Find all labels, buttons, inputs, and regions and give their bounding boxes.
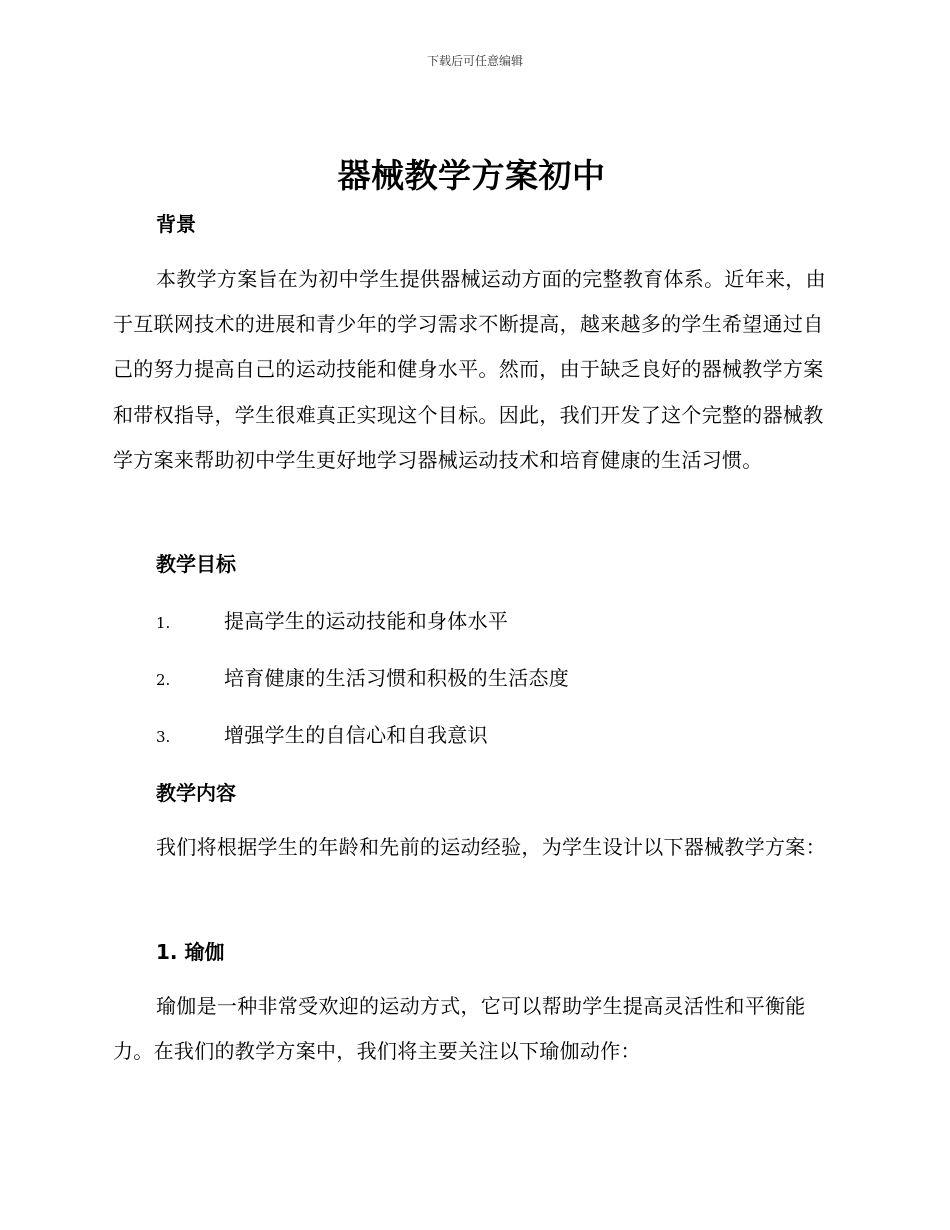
paragraph-background: 本教学方案旨在为初中学生提供器械运动方面的完整教育体系。近年来，由于互联网技术的进展和青少年的学习需求不断提高，越来越多的学生希望通过自己的努力提高自己的运动技能和健身水平。然而，由于缺乏良好的器械教学方案和带权指导，学生很难真正实现这个目标。因此，我们开发了这个完整的器械教学方案来帮助初中学生更好地学习器械运动技术和培育健康的生活习惯。 <box>113 267 826 472</box>
document-title: 器械教学方案初中 <box>337 156 606 195</box>
goal-item-number: 3. <box>156 728 171 746</box>
heading-yoga: 1. 瑜伽 <box>156 940 225 964</box>
goal-item-number: 2. <box>156 671 171 689</box>
goal-item-number: 1. <box>156 614 171 632</box>
goal-item-text: 提高学生的运动技能和身体水平 <box>224 609 509 633</box>
heading-background: 背景 <box>156 212 196 236</box>
goal-item-1 <box>156 605 830 634</box>
goal-item-3 <box>156 719 830 748</box>
paragraph-content: 我们将根据学生的年龄和先前的运动经验，为学生设计以下器械教学方案： <box>156 835 826 859</box>
heading-content: 教学内容 <box>156 781 236 805</box>
goal-item-text: 培育健康的生活习惯和积极的生活态度 <box>224 666 570 690</box>
page-header-note: 下载后可任意编辑 <box>426 54 523 68</box>
heading-goals: 教学目标 <box>156 552 236 576</box>
goal-item-2 <box>156 662 830 691</box>
paragraph-yoga: 瑜伽是一种非常受欢迎的运动方式，它可以帮助学生提高灵活性和平衡能力。在我们的教学方案中，我们将主要关注以下瑜伽动作： <box>113 994 806 1064</box>
goal-item-text: 增强学生的自信心和自我意识 <box>224 723 488 747</box>
